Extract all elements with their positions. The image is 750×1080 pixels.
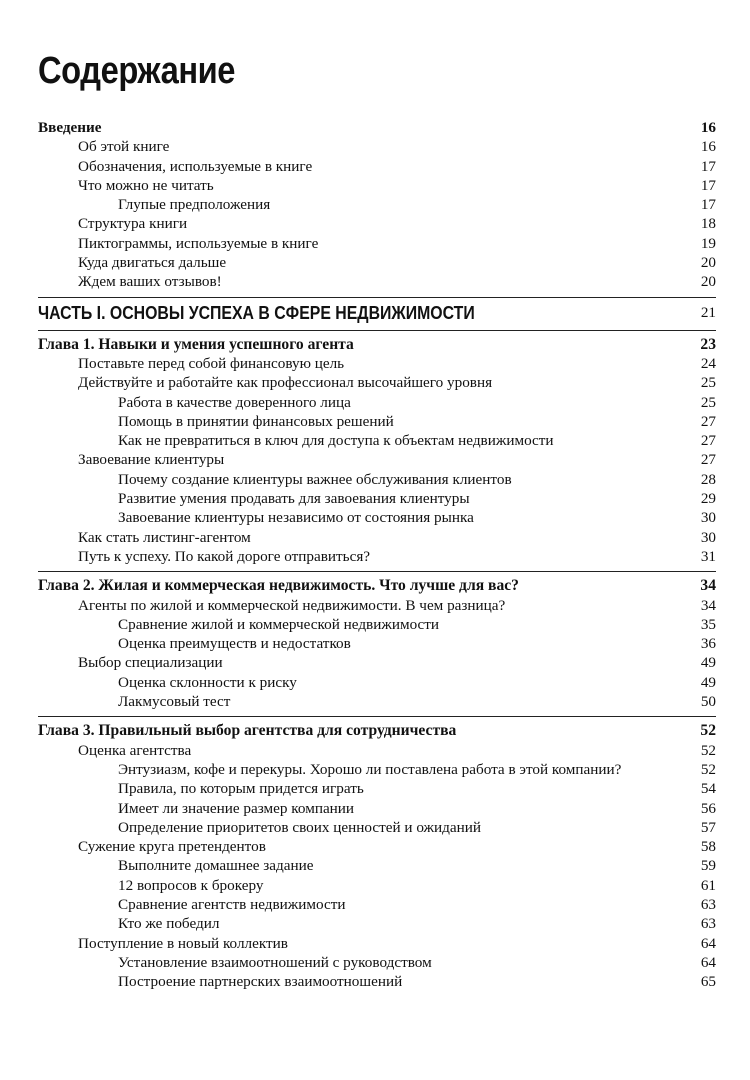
toc-entry (38, 431, 716, 450)
toc-entry (38, 508, 716, 527)
toc-entry (38, 673, 716, 692)
toc-entry-label: Введение (38, 119, 102, 136)
toc-entry-label: Установление взаимоотношений с руководством (118, 953, 432, 971)
toc-entry-page: 56 (700, 799, 716, 817)
toc-entry-label: Обозначения, используемые в книге (78, 157, 313, 175)
toc-entry-page: 16 (700, 138, 716, 156)
toc-entry-page: 63 (700, 895, 716, 913)
toc-entry-page: 64 (700, 934, 716, 952)
toc-entry (38, 779, 716, 798)
divider (38, 330, 716, 331)
toc-entry-page: 25 (700, 393, 716, 411)
toc-entry (38, 895, 716, 914)
toc-entry-label: Структура книги (78, 215, 188, 233)
toc-entry-page: 57 (700, 818, 716, 836)
toc-entry-label: Оценка преимуществ и недостатков (118, 635, 351, 653)
toc-entry-label: Ждем ваших отзывов! (78, 273, 222, 291)
toc-entry-page: 52 (700, 760, 716, 778)
toc-entry (38, 253, 716, 272)
toc-chapter-heading (38, 335, 716, 354)
toc-chapter-heading (38, 576, 716, 595)
toc-entry (38, 470, 716, 489)
toc-entry-label: Путь к успеху. По какой дороге отправиться? (78, 547, 371, 565)
toc-entry-label: Как стать листинг-агентом (78, 528, 251, 546)
toc-entry (38, 176, 716, 195)
toc-entry-page: 63 (700, 915, 716, 933)
toc-entry (38, 214, 716, 233)
toc-entry-label: Завоевание клиентуры (78, 451, 225, 469)
toc-entry-introduction (38, 118, 716, 137)
toc-entry-label: Оценка склонности к риску (118, 673, 297, 691)
toc-entry-page: 34 (700, 577, 716, 595)
toc-entry-page: 58 (700, 838, 716, 856)
toc-entry-label: 12 вопросов к брокеру (118, 876, 264, 894)
toc-entry-label: Сужение круга претендентов (78, 838, 266, 856)
page-title: Содержание (38, 50, 236, 92)
toc-entry-page: 49 (700, 654, 716, 672)
toc-entry (38, 596, 716, 615)
toc-entry-label: Энтузиазм, кофе и перекуры. Хорошо ли поставлена работа в этой компании? (118, 760, 622, 778)
toc-entry-page: 59 (700, 857, 716, 875)
toc-entry-label: Поступление в новый коллектив (78, 934, 288, 952)
toc-entry-page: 27 (700, 412, 716, 430)
toc-entry-page: 17 (700, 157, 716, 175)
table-of-contents (38, 118, 716, 991)
toc-entry-label: Почему создание клиентуры важнее обслуживания клиентов (118, 470, 512, 488)
toc-entry-page: 21 (700, 303, 716, 321)
toc-entry-label: Правила, по которым придется играть (118, 780, 364, 798)
toc-entry-page: 17 (700, 196, 716, 214)
toc-entry-page: 52 (700, 741, 716, 759)
toc-entry (38, 760, 716, 779)
toc-entry-page: 30 (700, 528, 716, 546)
toc-entry (38, 412, 716, 431)
toc-entry-page: 36 (700, 635, 716, 653)
toc-entry-page: 16 (700, 119, 716, 136)
toc-entry-page: 52 (700, 722, 716, 740)
toc-entry-page: 19 (700, 234, 716, 252)
toc-entry (38, 234, 716, 253)
toc-entry (38, 489, 716, 508)
toc-entry-page: 29 (700, 490, 716, 508)
toc-entry-label: Построение партнерских взаимоотношений (118, 973, 403, 991)
toc-entry (38, 393, 716, 412)
toc-entry-label: Кто же победил (118, 915, 220, 933)
toc-entry-label: Действуйте и работайте как профессионал высочайшего уровня (78, 374, 493, 392)
toc-entry (38, 195, 716, 214)
toc-entry (38, 972, 716, 991)
toc-entry-label: Выбор специализации (78, 654, 223, 672)
toc-entry (38, 615, 716, 634)
toc-entry-page: 65 (700, 973, 716, 991)
toc-entry-label: Глупые предположения (118, 196, 271, 214)
toc-entry (38, 653, 716, 672)
toc-entry-label: Работа в качестве доверенного лица (118, 393, 351, 411)
toc-entry-label: ЧАСТЬ I. ОСНОВЫ УСПЕХА В СФЕРЕ НЕДВИЖИМОСТИ (38, 302, 475, 323)
toc-entry-page: 64 (700, 953, 716, 971)
toc-entry-page: 61 (700, 876, 716, 894)
divider (38, 297, 716, 298)
toc-entry-label: Глава 3. Правильный выбор агентства для сотрудничества (38, 722, 457, 740)
toc-entry-label: Что можно не читать (78, 176, 214, 194)
toc-entry-page: 35 (700, 615, 716, 633)
toc-entry-label: Помощь в принятии финансовых решений (118, 412, 394, 430)
toc-entry (38, 547, 716, 566)
toc-entry-label: Имеет ли значение размер компании (118, 799, 355, 817)
divider (38, 716, 716, 717)
toc-entry-page: 24 (700, 354, 716, 372)
toc-entry-label: Глава 1. Навыки и умения успешного агента (38, 335, 354, 353)
toc-entry-label: Сравнение жилой и коммерческой недвижимости (118, 615, 440, 633)
toc-entry-page: 20 (700, 273, 716, 291)
toc-entry (38, 818, 716, 837)
toc-entry (38, 914, 716, 933)
toc-entry-label: Поставьте перед собой финансовую цель (78, 354, 345, 372)
toc-entry-page: 27 (700, 432, 716, 450)
toc-entry (38, 692, 716, 711)
toc-entry (38, 373, 716, 392)
toc-entry-label: Куда двигаться дальше (78, 254, 227, 272)
toc-entry-page: 31 (700, 547, 716, 565)
toc-entry (38, 876, 716, 895)
toc-entry-page: 27 (700, 451, 716, 469)
toc-entry-label: Как не превратиться в ключ для доступа к объектам недвижимости (118, 432, 554, 450)
toc-entry-label: Оценка агентства (78, 741, 192, 759)
toc-entry (38, 953, 716, 972)
toc-entry (38, 354, 716, 373)
toc-entry (38, 450, 716, 469)
toc-entry-page: 28 (700, 470, 716, 488)
toc-entry (38, 837, 716, 856)
toc-entry-page: 54 (700, 780, 716, 798)
toc-entry-page: 34 (700, 596, 716, 614)
toc-entry-label: Развитие умения продавать для завоевания клиентуры (118, 490, 470, 508)
toc-entry-page: 23 (700, 335, 716, 353)
toc-entry-page: 49 (700, 673, 716, 691)
toc-entry-page: 50 (700, 693, 716, 711)
toc-entry (38, 741, 716, 760)
toc-entry-page: 25 (700, 374, 716, 392)
toc-entry (38, 137, 716, 156)
toc-entry-page: 30 (700, 509, 716, 527)
toc-entry (38, 856, 716, 875)
toc-entry (38, 528, 716, 547)
toc-entry-label: Завоевание клиентуры независимо от состояния рынка (118, 509, 474, 527)
divider (38, 571, 716, 572)
toc-entry-page: 17 (700, 176, 716, 194)
toc-entry-label: Глава 2. Жилая и коммерческая недвижимость. Что лучше для вас? (38, 577, 519, 595)
toc-entry-label: Пиктограммы, используемые в книге (78, 234, 319, 252)
toc-entry (38, 634, 716, 653)
toc-entry-label: Сравнение агентств недвижимости (118, 895, 346, 913)
toc-entry-page: 20 (700, 254, 716, 272)
toc-entry (38, 799, 716, 818)
toc-entry (38, 272, 716, 291)
toc-part-heading (38, 302, 716, 324)
toc-entry-label: Об этой книге (78, 138, 170, 156)
toc-entry-label: Определение приоритетов своих ценностей и ожиданий (118, 818, 482, 836)
toc-entry (38, 934, 716, 953)
toc-entry-label: Агенты по жилой и коммерческой недвижимости. В чем разница? (78, 596, 506, 614)
toc-entry-label: Лакмусовый тест (118, 693, 231, 711)
toc-chapter-heading (38, 721, 716, 740)
toc-entry (38, 157, 716, 176)
toc-entry-page: 18 (700, 215, 716, 233)
toc-entry-label: Выполните домашнее задание (118, 857, 314, 875)
